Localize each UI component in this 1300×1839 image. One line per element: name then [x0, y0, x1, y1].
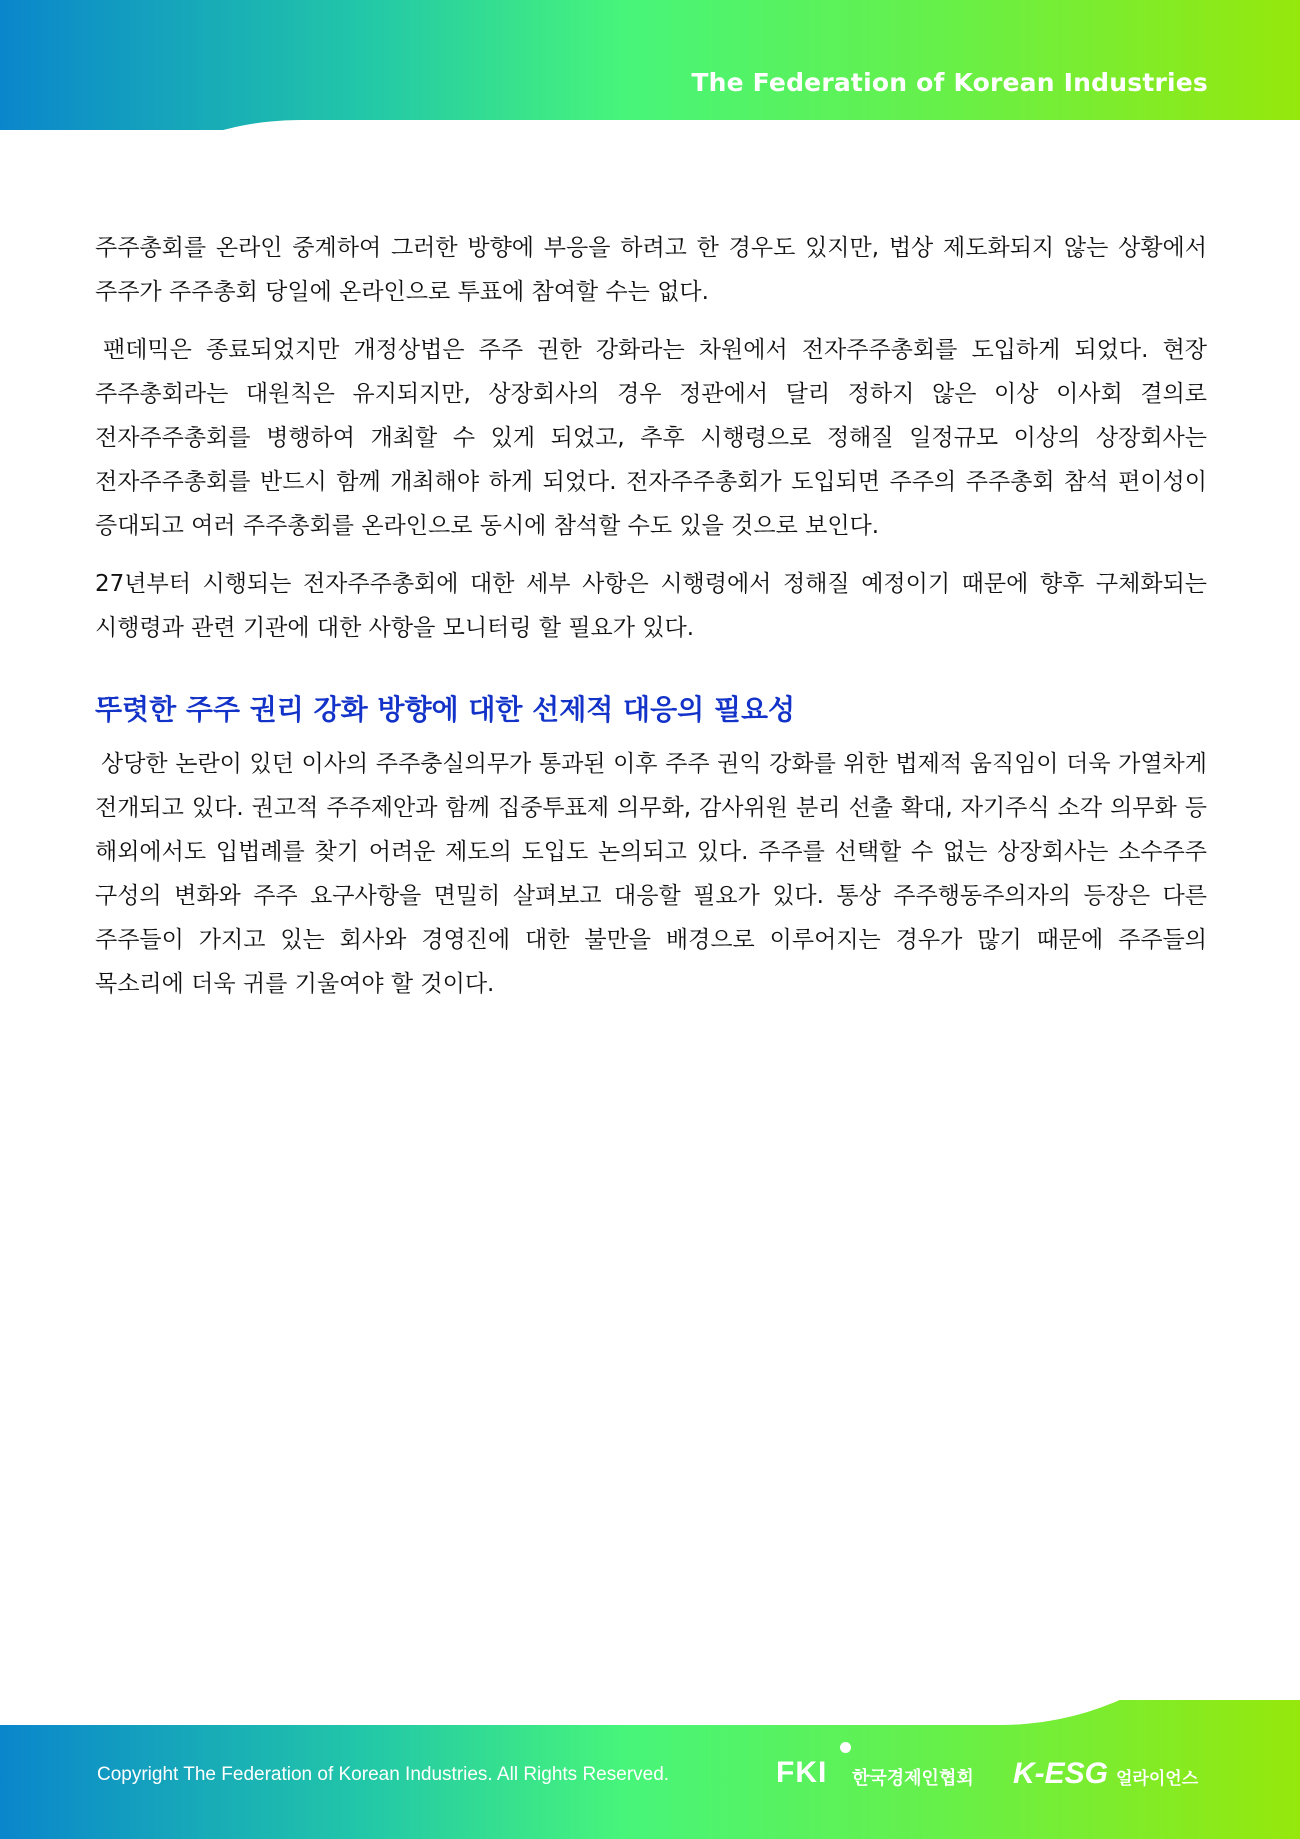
paragraph-3: 27년부터 시행되는 전자주주총회에 대한 세부 사항은 시행령에서 정해질 예정이기 때문에 향후 구체화되는 시행령과 관련 기관에 대한 사항을 모니터링 할 필요가 있다. — [95, 571, 1207, 641]
paragraph-1: 주주총회를 온라인 중계하여 그러한 방향에 부응을 하려고 한 경우도 있지만, 법상 제도화되지 않는 상황에서 주주가 주주총회 당일에 온라인으로 투표에 참여할 수는 없다. — [95, 235, 1207, 305]
paragraph-4: 상당한 논란이 있던 이사의 주주충실의무가 통과된 이후 주주 권익 강화를 위한 법제적 움직임이 더욱 가열차게 전개되고 있다. 권고적 주주제안과 함께 집중투표제 의무화, 감사위원 분리 선출 확대, 자기주식 소각 의무화 등 해외에서도 입법례를 찾기 어려운 제도의 도입도 논의되고 있다. 주주를 선택할 수 없는 상장회사는 소수주주 구성의 변화와 주주 요구사항을 면밀히 살펴보고 대응할 필요가 있다. 통상 주주행동주의자의 등장은 다른 주주들이 가지고 있는 회사와 경영진에 대한 불만을 배경으로 이루어지는 경우가 많기 때문에 주주들의 목소리에 더욱 귀를 기울여야 할 것이다. — [95, 751, 1207, 997]
footer-copyright: Copyright The Federation of Korean Industries. All Rights Reserved. — [97, 1764, 670, 1785]
header-organization: The Federation of Korean Industries — [691, 68, 1208, 97]
fki-logo-dot-icon — [840, 1742, 851, 1753]
kesg-logo-name: 얼라이언스 — [1116, 1769, 1199, 1789]
section-title: 뚜렷한 주주 권리 강화 방향에 대한 선제적 대응의 필요성 — [95, 693, 796, 726]
fki-logo-name: 한국경제인협회 — [852, 1768, 974, 1789]
fki-logo: FKI — [776, 1756, 828, 1789]
paragraph-2: 팬데믹은 종료되었지만 개정상법은 주주 권한 강화라는 차원에서 전자주주총회를 도입하게 되었다. 현장 주주총회라는 대원칙은 유지되지만, 상장회사의 경우 정관에서 달리 정하지 않은 이상 이사회 결의로 전자주주총회를 병행하여 개최할 수 있게 되었고, 추후 시행령으로 정해질 일정규모 이상의 상장회사는 전자주주총회를 반드시 함께 개최해야 하게 되었다. 전자주주총회가 도입되면 주주의 주주총회 참석 편이성이 증대되고 여러 주주총회를 온라인으로 동시에 참석할 수도 있을 것으로 보인다. — [95, 337, 1207, 539]
kesg-logo: K-ESG — [1013, 1757, 1109, 1790]
document-body — [95, 226, 1207, 1020]
header-gradient-band — [0, 0, 1300, 130]
